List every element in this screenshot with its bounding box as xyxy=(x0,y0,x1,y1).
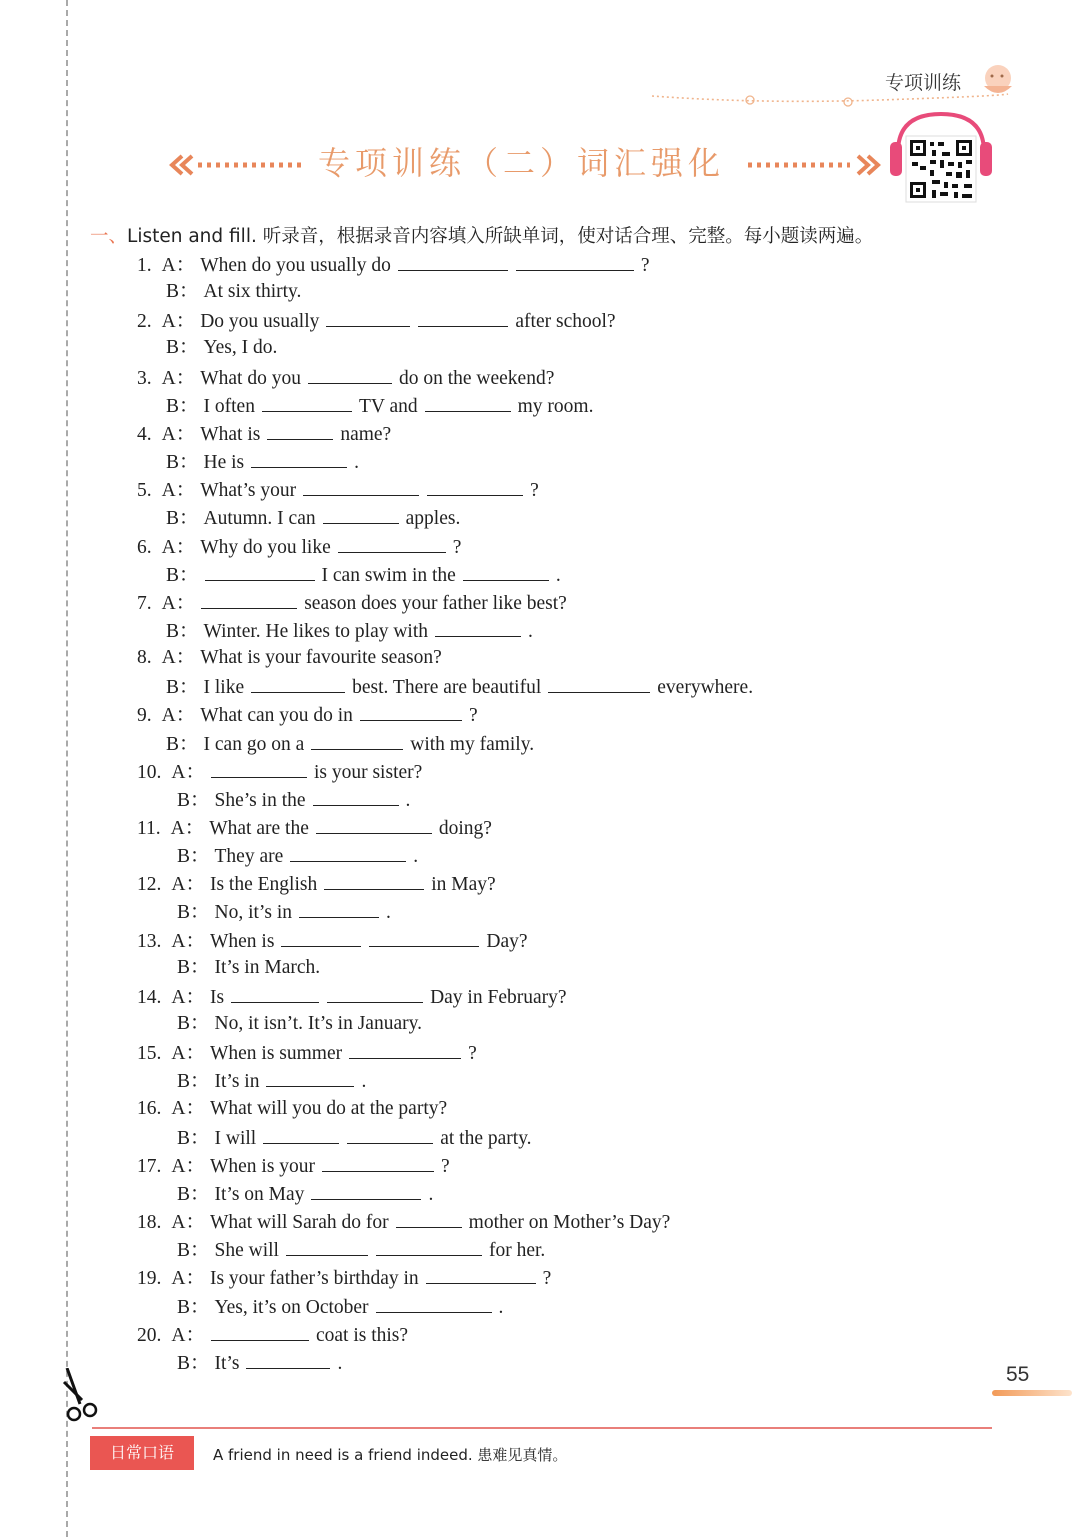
dialogue-text: my room. xyxy=(517,395,594,417)
question-line-a xyxy=(137,871,499,895)
dialogue-text: Winter. He likes to play with xyxy=(203,620,429,642)
section-label: 专项训练 xyxy=(885,72,962,94)
answer-blank[interactable] xyxy=(376,1237,482,1256)
speaker-label: B： xyxy=(177,1240,210,1262)
speaker-label: B： xyxy=(166,620,199,642)
question-number: 15. xyxy=(137,1043,162,1065)
answer-blank[interactable] xyxy=(418,308,508,327)
question-line-b xyxy=(177,1237,548,1261)
dialogue-text: I can swim in the xyxy=(321,564,456,586)
dialogue-text: No, it’s in xyxy=(214,902,292,924)
answer-blank[interactable] xyxy=(322,1153,434,1172)
answer-blank[interactable] xyxy=(231,984,319,1003)
question-line-a xyxy=(137,365,557,389)
dialogue-text: ? xyxy=(542,1268,552,1290)
speaker-label: A： xyxy=(161,255,196,276)
answer-blank[interactable] xyxy=(369,928,479,947)
question-number: 10. xyxy=(137,761,162,783)
question-line-a xyxy=(137,646,445,670)
instruction-text: Listen and fill. 听录音，根据录音内容填入所缺单词，使对话合理、完整。每小题读两遍。 xyxy=(127,226,874,247)
question-number: 3. xyxy=(137,367,152,389)
question-line-b xyxy=(166,393,596,417)
qr-code-icon[interactable] xyxy=(886,112,996,212)
dialogue-text: ? xyxy=(468,705,478,727)
answer-blank[interactable] xyxy=(263,1125,339,1144)
question-number: 16. xyxy=(137,1097,162,1119)
speaker-label: B： xyxy=(166,677,199,699)
dialogue-text: . xyxy=(405,789,411,811)
speaker-label: A： xyxy=(171,1268,205,1290)
question-line-a xyxy=(137,252,653,276)
dialogue-text: for her. xyxy=(488,1240,546,1262)
question-line-b xyxy=(177,1125,535,1149)
dialogue-text: I will xyxy=(214,1127,257,1149)
speaker-label: B： xyxy=(177,1071,210,1093)
speaker-label: B： xyxy=(166,452,199,474)
dialogue-text: everywhere. xyxy=(657,677,754,699)
page-title: 专项训练（二）词汇强化 xyxy=(318,144,726,182)
answer-blank[interactable] xyxy=(396,1209,462,1228)
title-banner xyxy=(168,138,888,190)
question-line-a xyxy=(137,1097,450,1121)
dialogue-text: apples. xyxy=(405,508,461,530)
answer-blank[interactable] xyxy=(308,365,392,384)
speaker-label: A： xyxy=(171,1097,205,1119)
speaker-label: B： xyxy=(177,846,210,868)
page-number: 55 xyxy=(1006,1363,1030,1386)
cut-line xyxy=(66,0,68,1537)
dialogue-text: What will you do at the party? xyxy=(209,1097,448,1119)
answer-blank[interactable] xyxy=(324,871,424,890)
speaker-label: A： xyxy=(161,367,196,389)
question-number: 2. xyxy=(137,311,152,333)
speaker-label: A： xyxy=(161,536,196,558)
dialogue-text: He is xyxy=(203,452,245,474)
right-arrow-decoration xyxy=(746,138,886,190)
answer-blank[interactable] xyxy=(435,618,521,637)
baby-mascot-icon xyxy=(984,65,1012,93)
speaker-label: B： xyxy=(177,902,210,924)
answer-blank[interactable] xyxy=(398,252,508,271)
dialogue-text: coat is this? xyxy=(315,1324,409,1346)
answer-blank[interactable] xyxy=(426,1265,536,1284)
footer-badge: 日常口语 xyxy=(90,1436,194,1470)
question-line-a xyxy=(137,308,619,332)
dialogue-text: What do you xyxy=(200,367,301,389)
answer-blank[interactable] xyxy=(313,787,399,806)
dialogue-text: season does your father like best? xyxy=(304,592,567,614)
dialogue-text: is your sister? xyxy=(313,761,423,783)
question-line-a xyxy=(137,421,394,445)
dialogue-text: It’s xyxy=(214,1352,240,1374)
dialogue-text: Is the English xyxy=(209,874,318,896)
question-line-a xyxy=(137,477,542,501)
speaker-label: A： xyxy=(161,311,196,333)
answer-blank[interactable] xyxy=(267,421,333,440)
speaker-label: B： xyxy=(177,789,210,811)
dialogue-text: What is your favourite season? xyxy=(200,647,442,669)
dialogue-text: . xyxy=(385,902,391,924)
question-number: 14. xyxy=(137,986,162,1008)
answer-blank[interactable] xyxy=(266,1068,354,1087)
speaker-label: A： xyxy=(171,1155,205,1177)
speaker-label: B： xyxy=(177,1183,210,1205)
answer-blank[interactable] xyxy=(311,731,403,750)
dialogue-text: Do you usually xyxy=(200,311,320,333)
dialogue-text: When is xyxy=(209,930,275,952)
dialogue-text: doing? xyxy=(438,818,492,839)
question-number: 17. xyxy=(137,1155,162,1177)
dialogue-text: . xyxy=(413,846,419,868)
answer-blank[interactable] xyxy=(281,928,361,947)
decorative-header xyxy=(640,56,1020,116)
answer-blank[interactable] xyxy=(262,393,352,412)
question-line-a xyxy=(137,1040,480,1064)
instruction xyxy=(90,222,873,248)
speaker-label: A： xyxy=(161,647,196,669)
speaker-label: A： xyxy=(161,480,196,502)
question-number: 1. xyxy=(137,255,152,276)
dialogue-text: I can go on a xyxy=(203,733,305,755)
question-line-a xyxy=(137,1322,411,1346)
question-line-b xyxy=(177,1181,436,1205)
answer-blank[interactable] xyxy=(360,702,462,721)
speaker-label: A： xyxy=(161,423,196,445)
question-line-b xyxy=(177,787,413,811)
dialogue-text: . xyxy=(555,564,561,586)
dialogue-text: in May? xyxy=(431,874,496,896)
dialogue-text: They are xyxy=(214,846,284,868)
dialogue-text: Yes, I do. xyxy=(203,337,278,359)
speaker-label: A： xyxy=(171,930,205,952)
question-line-b xyxy=(177,1294,506,1318)
question-line-b xyxy=(166,562,564,586)
speaker-label: B： xyxy=(166,733,199,755)
answer-blank[interactable] xyxy=(427,477,523,496)
question-number: 7. xyxy=(137,592,152,614)
answer-blank[interactable] xyxy=(311,1181,421,1200)
question-line-a xyxy=(137,1209,673,1233)
dialogue-text: She’s in the xyxy=(214,789,306,811)
question-line-b xyxy=(166,731,537,755)
speaker-label: A： xyxy=(171,1324,205,1346)
speaker-label: B： xyxy=(166,337,199,359)
question-line-b xyxy=(177,899,394,923)
question-line-b xyxy=(166,280,304,304)
dialogue-text: Is xyxy=(209,986,225,1008)
answer-blank[interactable] xyxy=(338,534,446,553)
question-line-a xyxy=(137,984,570,1008)
dialogue-text: . xyxy=(498,1296,504,1318)
dialogue-text: No, it isn’t. It’s in January. xyxy=(214,1013,422,1035)
speaker-label: B： xyxy=(177,1013,210,1035)
page-number-bar xyxy=(992,1390,1072,1396)
answer-blank[interactable] xyxy=(425,393,511,412)
question-number: 6. xyxy=(137,536,152,558)
question-number: 4. xyxy=(137,423,152,445)
dialogue-text: ? xyxy=(640,255,650,276)
speaker-label: A： xyxy=(170,818,205,839)
answer-blank[interactable] xyxy=(516,252,634,271)
dialogue-text: . xyxy=(528,620,533,642)
dialogue-text: best. There are beautiful xyxy=(352,677,542,699)
dialogue-text: When is summer xyxy=(209,1043,343,1065)
dialogue-text: It’s in March. xyxy=(214,956,321,978)
answer-blank[interactable] xyxy=(349,1040,461,1059)
dialogue-text: ? xyxy=(452,536,462,558)
question-line-b xyxy=(177,1350,345,1374)
question-line-b xyxy=(177,956,323,980)
answer-blank[interactable] xyxy=(376,1294,492,1313)
speaker-label: B： xyxy=(166,395,199,417)
dialogue-text: Autumn. I can xyxy=(203,508,316,530)
answer-blank[interactable] xyxy=(327,984,423,1003)
answer-blank[interactable] xyxy=(326,308,410,327)
answer-blank[interactable] xyxy=(347,1125,433,1144)
question-line-a xyxy=(137,759,425,783)
question-line-a xyxy=(137,534,464,558)
speaker-label: B： xyxy=(166,281,199,303)
answer-blank[interactable] xyxy=(205,562,315,581)
answer-blank[interactable] xyxy=(286,1237,368,1256)
answer-blank[interactable] xyxy=(323,505,399,524)
dialogue-text: ? xyxy=(468,1043,477,1065)
answer-blank[interactable] xyxy=(201,590,297,609)
dialogue-text: When do you usually do xyxy=(200,255,391,276)
dialogue-text: name? xyxy=(340,423,392,445)
speaker-label: A： xyxy=(171,986,205,1008)
dialogue-text: What will Sarah do for xyxy=(209,1212,389,1234)
speaker-label: A： xyxy=(171,874,205,896)
question-line-a xyxy=(137,702,481,726)
speaker-label: A： xyxy=(171,1043,205,1065)
dialogue-text: with my family. xyxy=(410,733,535,755)
dialogue-text: It’s on May xyxy=(214,1183,305,1205)
question-line-b xyxy=(166,618,536,642)
speaker-label: A： xyxy=(171,761,205,783)
dialogue-text: I like xyxy=(203,677,245,699)
dialogue-text: . xyxy=(354,452,360,474)
dialogue-text: ? xyxy=(441,1155,450,1177)
question-line-b xyxy=(166,674,756,698)
speaker-label: B： xyxy=(177,1352,210,1374)
dialogue-text: after school? xyxy=(515,311,616,333)
dialogue-text: What’s your xyxy=(200,480,297,502)
answer-blank[interactable] xyxy=(299,899,379,918)
dialogue-text: TV and xyxy=(358,395,418,417)
answer-blank[interactable] xyxy=(303,477,419,496)
question-line-a xyxy=(137,590,570,614)
answer-blank[interactable] xyxy=(463,562,549,581)
answer-blank[interactable] xyxy=(246,1350,330,1369)
dialogue-text: It’s in xyxy=(214,1071,260,1093)
speaker-label: A： xyxy=(171,1212,205,1234)
question-number: 20. xyxy=(137,1324,162,1346)
dialogue-text: She will xyxy=(214,1240,279,1262)
question-line-b xyxy=(177,1068,369,1092)
question-number: 12. xyxy=(137,874,162,896)
dialogue-text: at the party. xyxy=(440,1127,532,1149)
question-line-a xyxy=(137,1265,554,1289)
speaker-label: A： xyxy=(161,592,196,614)
section-number: 一、 xyxy=(90,226,128,247)
answer-blank[interactable] xyxy=(211,759,307,778)
question-number: 8. xyxy=(137,647,152,669)
dialogue-text: Is your father’s birthday in xyxy=(209,1268,419,1290)
dialogue-text: I often xyxy=(203,395,255,417)
question-line-b xyxy=(166,336,280,360)
speaker-label: B： xyxy=(177,1296,210,1318)
dialogue-text: What is xyxy=(200,423,261,445)
question-line-b xyxy=(177,1012,425,1036)
question-number: 19. xyxy=(137,1268,162,1290)
dialogue-text: do on the weekend? xyxy=(398,367,555,389)
speaker-label: B： xyxy=(177,1127,210,1149)
question-line-a xyxy=(137,1153,453,1177)
answer-blank[interactable] xyxy=(290,843,406,862)
speaker-label: B： xyxy=(177,956,210,978)
footer-proverb: A friend in need is a friend indeed. 患难见真情。 xyxy=(213,1446,568,1464)
left-arrow-decoration xyxy=(168,138,308,190)
dialogue-text: When is your xyxy=(209,1155,316,1177)
dialogue-text: . xyxy=(428,1183,434,1205)
dialogue-text: . xyxy=(337,1352,343,1374)
question-number: 18. xyxy=(137,1212,162,1234)
dialogue-text: Yes, it’s on October xyxy=(214,1296,369,1318)
answer-blank[interactable] xyxy=(316,815,432,834)
scissors-icon xyxy=(60,1368,102,1424)
question-line-b xyxy=(177,843,421,867)
dialogue-text: Why do you like xyxy=(200,536,331,558)
dialogue-text: mother on Mother’s Day? xyxy=(468,1212,671,1234)
answer-blank[interactable] xyxy=(211,1322,309,1341)
question-line-b xyxy=(166,505,463,529)
question-number: 5. xyxy=(137,480,152,502)
dialogue-text: What are the xyxy=(209,818,309,839)
question-number: 11. xyxy=(137,818,161,839)
speaker-label: A： xyxy=(161,705,196,727)
dialogue-text: Day? xyxy=(486,930,528,952)
question-line-a xyxy=(137,928,531,952)
speaker-label: B： xyxy=(166,564,199,586)
dialogue-text: . xyxy=(361,1071,367,1093)
dialogue-text: ? xyxy=(530,480,539,502)
question-line-a xyxy=(137,815,495,839)
dialogue-text: At six thirty. xyxy=(203,281,302,303)
dialogue-text: What can you do in xyxy=(200,705,353,727)
speaker-label: B： xyxy=(166,508,199,530)
question-number: 13. xyxy=(137,930,162,952)
answer-blank[interactable] xyxy=(251,674,345,693)
question-line-b xyxy=(166,449,362,473)
footer-divider xyxy=(92,1427,992,1429)
answer-blank[interactable] xyxy=(548,674,650,693)
question-number: 9. xyxy=(137,705,152,727)
answer-blank[interactable] xyxy=(251,449,347,468)
dialogue-text: Day in February? xyxy=(430,986,567,1008)
